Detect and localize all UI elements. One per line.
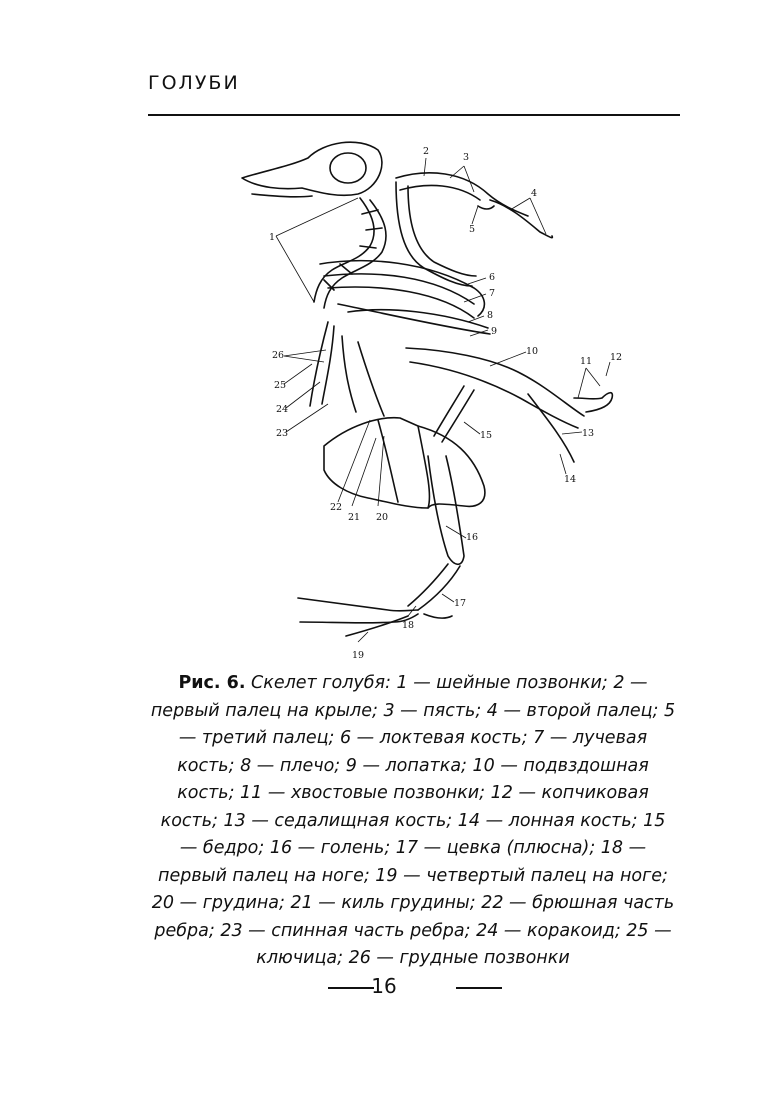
figure-label: 6 [488, 272, 496, 283]
figure-label: 12 [609, 352, 623, 363]
figure-label: 24 [275, 404, 289, 415]
figure-label: 8 [486, 310, 494, 321]
wing-digit [490, 200, 552, 238]
figure-caption [150, 670, 676, 973]
pigeon-skeleton-drawing [228, 136, 648, 668]
figure-label: 3 [462, 152, 470, 163]
pelvis [406, 348, 584, 416]
figure-label: 26 [271, 350, 285, 361]
figure-label: 21 [347, 512, 361, 523]
foot-toes [298, 598, 418, 611]
caption-text: Скелет голубя: 1 — шейные позвонки; 2 — первый палец на крыле; 3 — пясть; 4 — второй палец; 5 — третий палец; 6 — локтевая кость; 7 — лучевая кость; 8 — плечо; 9 — лопатка; 10 — подвздошная кость; 11 — хвостовые позвонки; 12 — копчиковая кость; 13 — седалищная кость; 14 — лонная кость; 15 — бедро; 16 — голень; 17 — цевка (плюсна); 18 — первый палец на ноге; 19 — четвертый палец на ноге; 20 — грудина; 21 — киль грудины; 22 — брюшная часть ребра; 23 — спинная часть ребра; 24 — коракоид; 25 — ключица; 26 — грудные позвонки [150, 673, 676, 968]
figure-label: 18 [401, 620, 415, 631]
figure-label: 25 [273, 380, 287, 391]
figure-label: 20 [375, 512, 389, 523]
figure-label: 5 [468, 224, 476, 235]
running-title: ГОЛУБИ [148, 72, 240, 94]
figure-label: 14 [563, 474, 577, 485]
figure-label: 7 [488, 288, 496, 299]
header-rule [148, 114, 680, 116]
caption-lead: Рис. 6. [178, 673, 246, 693]
figure-label: 9 [490, 326, 498, 337]
figure-label: 10 [525, 346, 539, 357]
pigeon-skeleton-figure [228, 136, 648, 668]
sternum [324, 418, 430, 508]
wing-carpometacarpus [396, 173, 528, 216]
page-number: 16 [371, 974, 397, 998]
eye-socket [330, 153, 366, 183]
figure-label: 23 [275, 428, 289, 439]
coracoid [310, 322, 328, 406]
figure-label: 16 [465, 532, 479, 543]
figure-label: 1 [268, 232, 276, 243]
figure-label: 4 [530, 188, 538, 199]
figure-label: 15 [479, 430, 493, 441]
beak-lower [252, 194, 312, 197]
skull [242, 142, 382, 195]
thorax-back [320, 261, 484, 316]
figure-label: 2 [422, 146, 430, 157]
sternum-keel [418, 426, 485, 508]
figure-label: 17 [453, 598, 467, 609]
tarsometatarsus [408, 564, 448, 606]
tibiotarsus [428, 456, 464, 564]
tail-vertebrae [574, 393, 612, 412]
figure-label: 22 [329, 502, 343, 513]
figure-label: 13 [581, 428, 595, 439]
page-number-rule-right [456, 987, 502, 989]
femur [434, 386, 464, 436]
figure-label: 19 [351, 650, 365, 661]
figure-label: 11 [579, 356, 593, 367]
